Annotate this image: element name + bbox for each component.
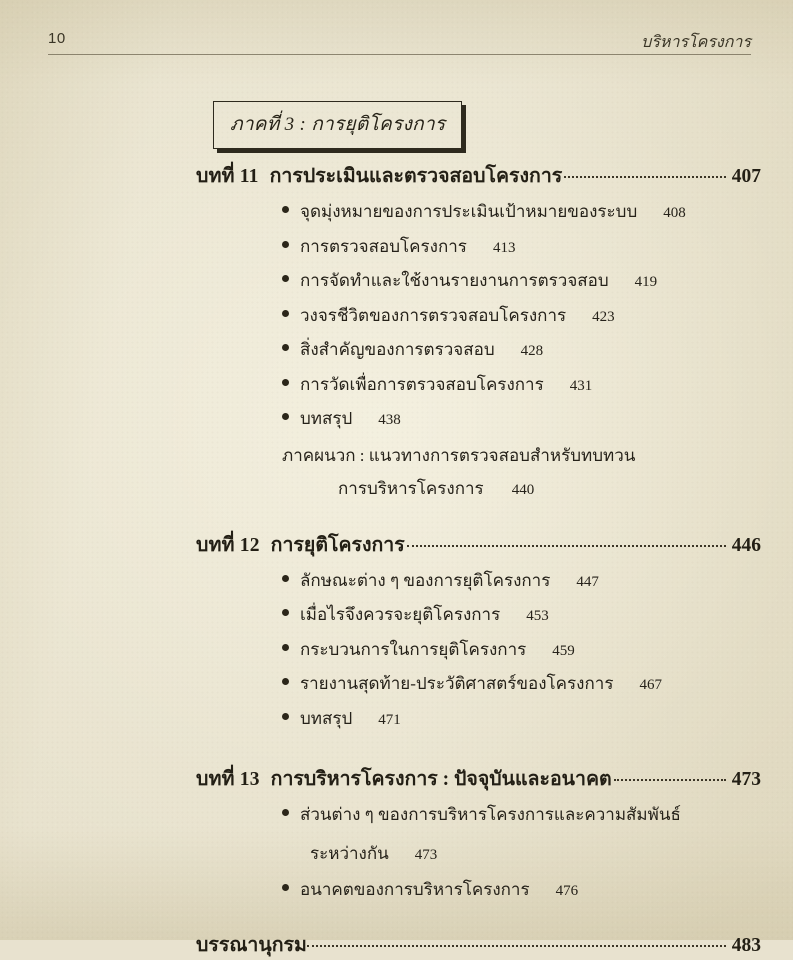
chapter-entry-list bbox=[196, 876, 761, 903]
bullet-icon bbox=[282, 206, 289, 213]
entry-page: 473 bbox=[414, 846, 438, 863]
list-item[interactable] bbox=[282, 567, 761, 594]
appendix-page: 440 bbox=[511, 481, 535, 498]
entry-page: 438 bbox=[378, 412, 401, 428]
header-rule bbox=[48, 54, 751, 55]
appendix-entry[interactable] bbox=[196, 440, 761, 502]
chapter-title: การยุติโครงการ bbox=[270, 534, 405, 556]
appendix-label-line2: การบริหารโครงการ bbox=[338, 478, 484, 498]
part-heading-box bbox=[213, 101, 462, 149]
entry-label: จุดมุ่งหมายของการประเมินเป้าหมายของระบบ bbox=[300, 202, 638, 221]
bullet-icon bbox=[282, 884, 289, 891]
list-item[interactable] bbox=[282, 636, 761, 663]
entry-label: อนาคตของการบริหารโครงการ bbox=[300, 879, 530, 899]
entry-label: ลักษณะต่าง ๆ ของการยุติโครงการ bbox=[300, 570, 551, 590]
entry-label: ส่วนต่าง ๆ ของการบริหารโครงการและความสัมพันธ์ bbox=[300, 805, 681, 824]
entry-page: 428 bbox=[520, 343, 544, 359]
list-item[interactable] bbox=[282, 371, 761, 398]
dot-leader bbox=[564, 163, 726, 182]
bullet-icon bbox=[282, 344, 289, 351]
entry-label: การจัดทำและใช้งานรายงานการตรวจสอบ bbox=[300, 271, 609, 290]
list-item[interactable] bbox=[282, 670, 761, 697]
list-item[interactable] bbox=[282, 705, 761, 732]
bullet-icon bbox=[282, 609, 289, 616]
list-item[interactable] bbox=[282, 198, 761, 225]
chapter-title: การประเมินและตรวจสอบโครงการ bbox=[269, 166, 563, 187]
chapter-title: การบริหารโครงการ : ปัจจุบันและอนาคต bbox=[270, 769, 612, 790]
entry-label: การตรวจสอบโครงการ bbox=[300, 236, 467, 256]
entry-label: กระบวนการในการยุติโครงการ bbox=[300, 639, 527, 659]
chapter-page: 446 bbox=[731, 534, 761, 556]
entry-page: 476 bbox=[555, 882, 579, 899]
entry-page: 423 bbox=[592, 308, 615, 325]
entry-page: 459 bbox=[552, 642, 575, 659]
bullet-icon bbox=[282, 713, 289, 720]
table-of-contents bbox=[196, 160, 761, 960]
entry-page: 431 bbox=[569, 377, 593, 394]
chapter-heading-row[interactable] bbox=[196, 763, 761, 794]
bibliography-page: 483 bbox=[731, 934, 761, 956]
running-head bbox=[48, 30, 751, 56]
bullet-icon bbox=[282, 241, 289, 248]
chapter-number: บทที่ 13 bbox=[196, 769, 260, 790]
chapter-heading-row[interactable] bbox=[196, 529, 761, 560]
entry-page: 453 bbox=[526, 608, 549, 624]
list-item[interactable] bbox=[282, 801, 761, 828]
list-item[interactable] bbox=[282, 233, 761, 260]
chapter-entry-list bbox=[196, 567, 761, 732]
list-item[interactable] bbox=[282, 336, 761, 363]
list-item[interactable] bbox=[282, 405, 761, 432]
running-head-title: บริหารโครงการ bbox=[641, 34, 751, 51]
entry-wrap-row bbox=[196, 836, 761, 867]
spacer bbox=[196, 505, 761, 529]
spacer bbox=[196, 739, 761, 763]
bullet-icon bbox=[282, 644, 289, 651]
entry-label: รายงานสุดท้าย-ประวัติศาสตร์ของโครงการ bbox=[300, 674, 614, 693]
toc-chapter bbox=[196, 160, 761, 502]
appendix-label-line1: ภาคผนวก : แนวทางการตรวจสอบสำหรับทบทวน bbox=[282, 445, 636, 465]
chapter-number: บทที่ 12 bbox=[196, 534, 260, 556]
list-item[interactable] bbox=[282, 302, 761, 329]
entry-page: 413 bbox=[492, 239, 516, 256]
entry-page: 408 bbox=[663, 205, 686, 221]
chapter-entry-list bbox=[196, 801, 761, 828]
list-item[interactable] bbox=[282, 876, 761, 903]
entry-label: การวัดเพื่อการตรวจสอบโครงการ bbox=[300, 374, 544, 394]
entry-label: บทสรุป bbox=[300, 708, 353, 728]
entry-label-wrap: ระหว่างกัน bbox=[310, 843, 389, 863]
toc-chapter bbox=[196, 529, 761, 732]
bullet-icon bbox=[282, 809, 289, 816]
bullet-icon bbox=[282, 310, 289, 317]
bullet-icon bbox=[282, 275, 289, 282]
dot-leader bbox=[307, 932, 726, 951]
chapter-number: บทที่ 11 bbox=[196, 166, 259, 187]
appendix-label-line2-row bbox=[282, 475, 761, 502]
page-number: 10 bbox=[48, 30, 66, 47]
entry-label: วงจรชีวิตของการตรวจสอบโครงการ bbox=[300, 305, 567, 325]
bullet-icon bbox=[282, 379, 289, 386]
bibliography-title: บรรณานุกรม bbox=[196, 934, 307, 956]
chapter-page: 407 bbox=[731, 166, 761, 187]
entry-label: สิ่งสำคัญของการตรวจสอบ bbox=[300, 340, 495, 359]
entry-page: 419 bbox=[634, 274, 658, 290]
entry-page: 471 bbox=[378, 711, 401, 728]
chapter-page: 473 bbox=[731, 769, 761, 790]
dot-leader bbox=[614, 766, 726, 785]
bibliography-row[interactable] bbox=[196, 929, 761, 960]
chapter-heading-row[interactable] bbox=[196, 160, 761, 191]
list-item[interactable] bbox=[282, 267, 761, 294]
bullet-icon bbox=[282, 575, 289, 582]
toc-chapter bbox=[196, 763, 761, 903]
part-heading-label: ภาคที่ 3 : การยุติโครงการ bbox=[230, 114, 446, 135]
entry-label: เมื่อไรจึงควรจะยุติโครงการ bbox=[300, 605, 501, 624]
list-item[interactable] bbox=[282, 601, 761, 628]
entry-page: 447 bbox=[576, 573, 599, 590]
entry-label: บทสรุป bbox=[300, 409, 353, 428]
bullet-icon bbox=[282, 413, 289, 420]
bullet-icon bbox=[282, 678, 289, 685]
entry-page: 467 bbox=[639, 677, 662, 693]
dot-leader bbox=[407, 532, 726, 551]
chapter-entry-list bbox=[196, 198, 761, 432]
